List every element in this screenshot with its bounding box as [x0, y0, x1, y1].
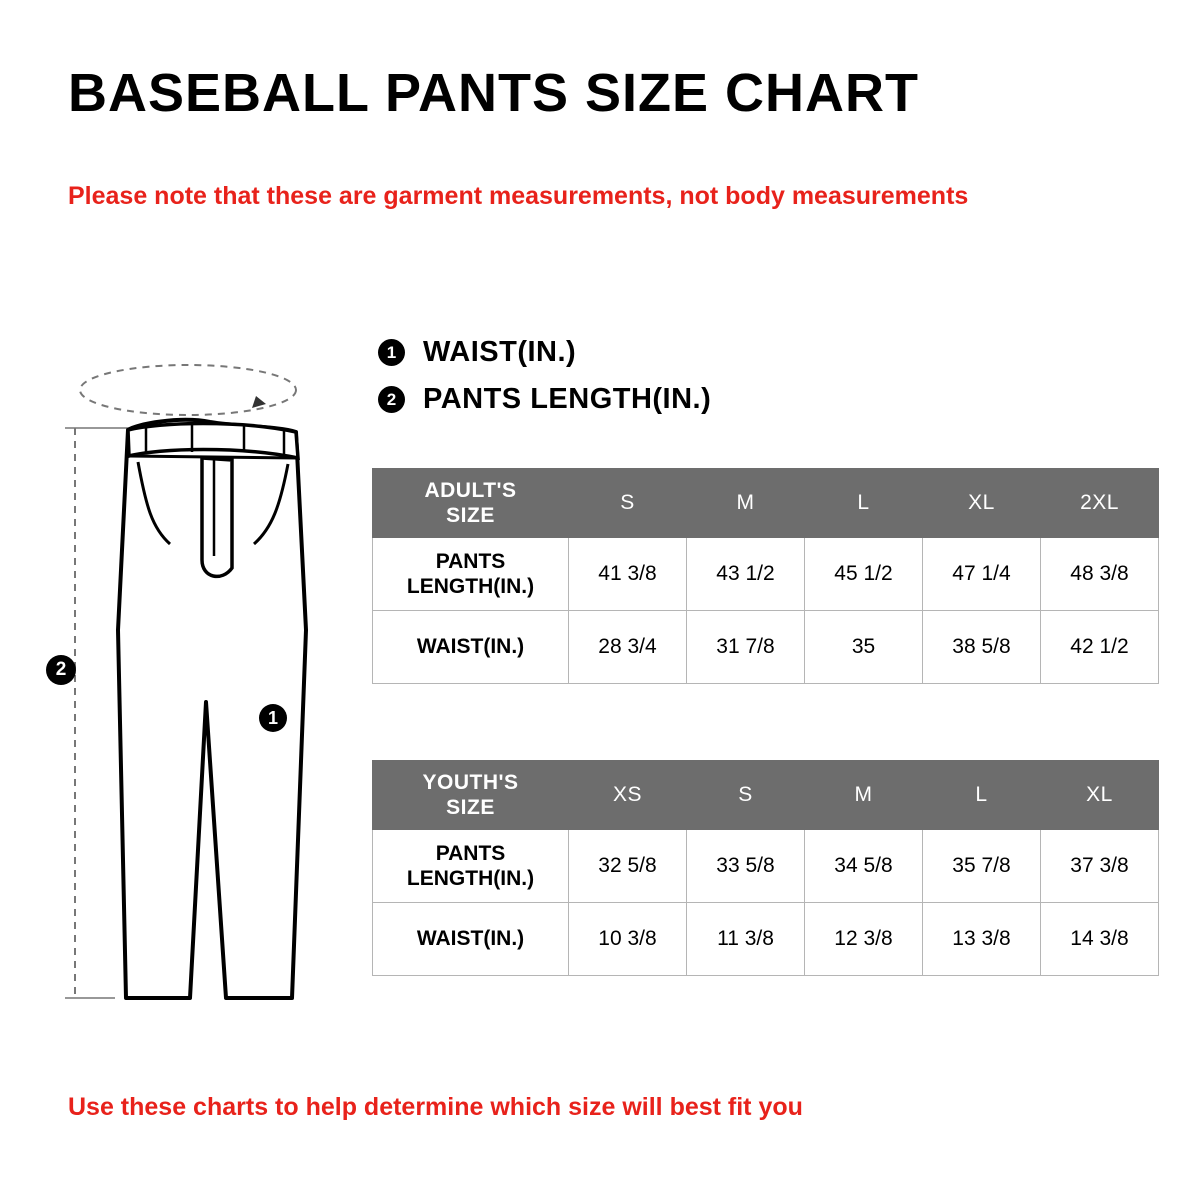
adult-table-header-row [373, 469, 1159, 538]
youth-row0-label-line2: LENGTH(IN.) [406, 867, 535, 890]
youth-table-corner [373, 761, 569, 830]
adult-corner-line1: ADULT'S [424, 478, 517, 502]
badge-1-icon: 1 [378, 339, 405, 366]
legend-item-pants-length [378, 383, 711, 416]
adult-col-xl: XL [923, 469, 1041, 538]
adult-waist-xl: 38 5/8 [923, 611, 1041, 684]
youth-waist-xs: 10 3/8 [569, 903, 687, 976]
adult-row1-label-line1: WAIST(IN.) [416, 635, 525, 659]
adult-corner-line2: SIZE [446, 504, 495, 527]
pants-illustration-svg [40, 330, 360, 1020]
adult-row-label-pants-length [373, 538, 569, 611]
youth-col-m: M [805, 761, 923, 830]
youth-length-l: 35 7/8 [923, 830, 1041, 903]
adult-length-2xl: 48 3/8 [1041, 538, 1159, 611]
adult-waist-m: 31 7/8 [687, 611, 805, 684]
youth-col-l: L [923, 761, 1041, 830]
table-row [373, 830, 1159, 903]
diagram-marker-length: 2 [46, 655, 76, 685]
youth-waist-l: 13 3/8 [923, 903, 1041, 976]
youth-col-xs: XS [569, 761, 687, 830]
youth-waist-xl: 14 3/8 [1041, 903, 1159, 976]
measurement-legend [378, 336, 711, 430]
page-title: BASEBALL PANTS SIZE CHART [68, 63, 920, 123]
adult-row-label-waist [373, 611, 569, 684]
adult-row0-label-line1: PANTS [435, 549, 506, 573]
adult-col-s: S [569, 469, 687, 538]
adult-col-2xl: 2XL [1041, 469, 1159, 538]
youth-size-table [372, 760, 1159, 976]
adult-waist-s: 28 3/4 [569, 611, 687, 684]
adult-waist-l: 35 [805, 611, 923, 684]
pants-diagram [40, 330, 360, 1020]
diagram-marker-waist: 1 [259, 704, 287, 732]
youth-col-s: S [687, 761, 805, 830]
fly-panel [202, 458, 232, 576]
legend-label-waist: WAIST(IN.) [423, 336, 577, 368]
badge-2-icon: 2 [378, 386, 405, 413]
garment-measurement-note: Please note that these are garment measurements, not body measurements [68, 182, 969, 210]
adult-table-corner [373, 469, 569, 538]
youth-length-xl: 37 3/8 [1041, 830, 1159, 903]
youth-row1-label-line1: WAIST(IN.) [416, 927, 525, 951]
youth-waist-s: 11 3/8 [687, 903, 805, 976]
adult-row0-label-line2: LENGTH(IN.) [406, 575, 535, 598]
youth-corner-line1: YOUTH'S [422, 770, 519, 794]
youth-corner-line2: SIZE [446, 796, 495, 819]
youth-length-s: 33 5/8 [687, 830, 805, 903]
adult-length-xl: 47 1/4 [923, 538, 1041, 611]
youth-row-label-waist [373, 903, 569, 976]
youth-col-xl: XL [1041, 761, 1159, 830]
table-row [373, 903, 1159, 976]
youth-length-xs: 32 5/8 [569, 830, 687, 903]
adult-col-m: M [687, 469, 805, 538]
youth-row-label-pants-length [373, 830, 569, 903]
youth-length-m: 34 5/8 [805, 830, 923, 903]
adult-length-l: 45 1/2 [805, 538, 923, 611]
footer-note: Use these charts to help determine which size will best fit you [68, 1093, 803, 1121]
waist-measure-ellipse [80, 365, 296, 415]
legend-item-waist [378, 336, 711, 369]
waist-arrow-icon [252, 396, 266, 408]
youth-table-header-row [373, 761, 1159, 830]
table-row [373, 611, 1159, 684]
adult-length-s: 41 3/8 [569, 538, 687, 611]
youth-waist-m: 12 3/8 [805, 903, 923, 976]
adult-length-m: 43 1/2 [687, 538, 805, 611]
table-row [373, 538, 1159, 611]
adult-waist-2xl: 42 1/2 [1041, 611, 1159, 684]
adult-col-l: L [805, 469, 923, 538]
youth-row0-label-line1: PANTS [435, 841, 506, 865]
adult-size-table [372, 468, 1159, 684]
legend-label-pants-length: PANTS LENGTH(IN.) [423, 383, 712, 415]
